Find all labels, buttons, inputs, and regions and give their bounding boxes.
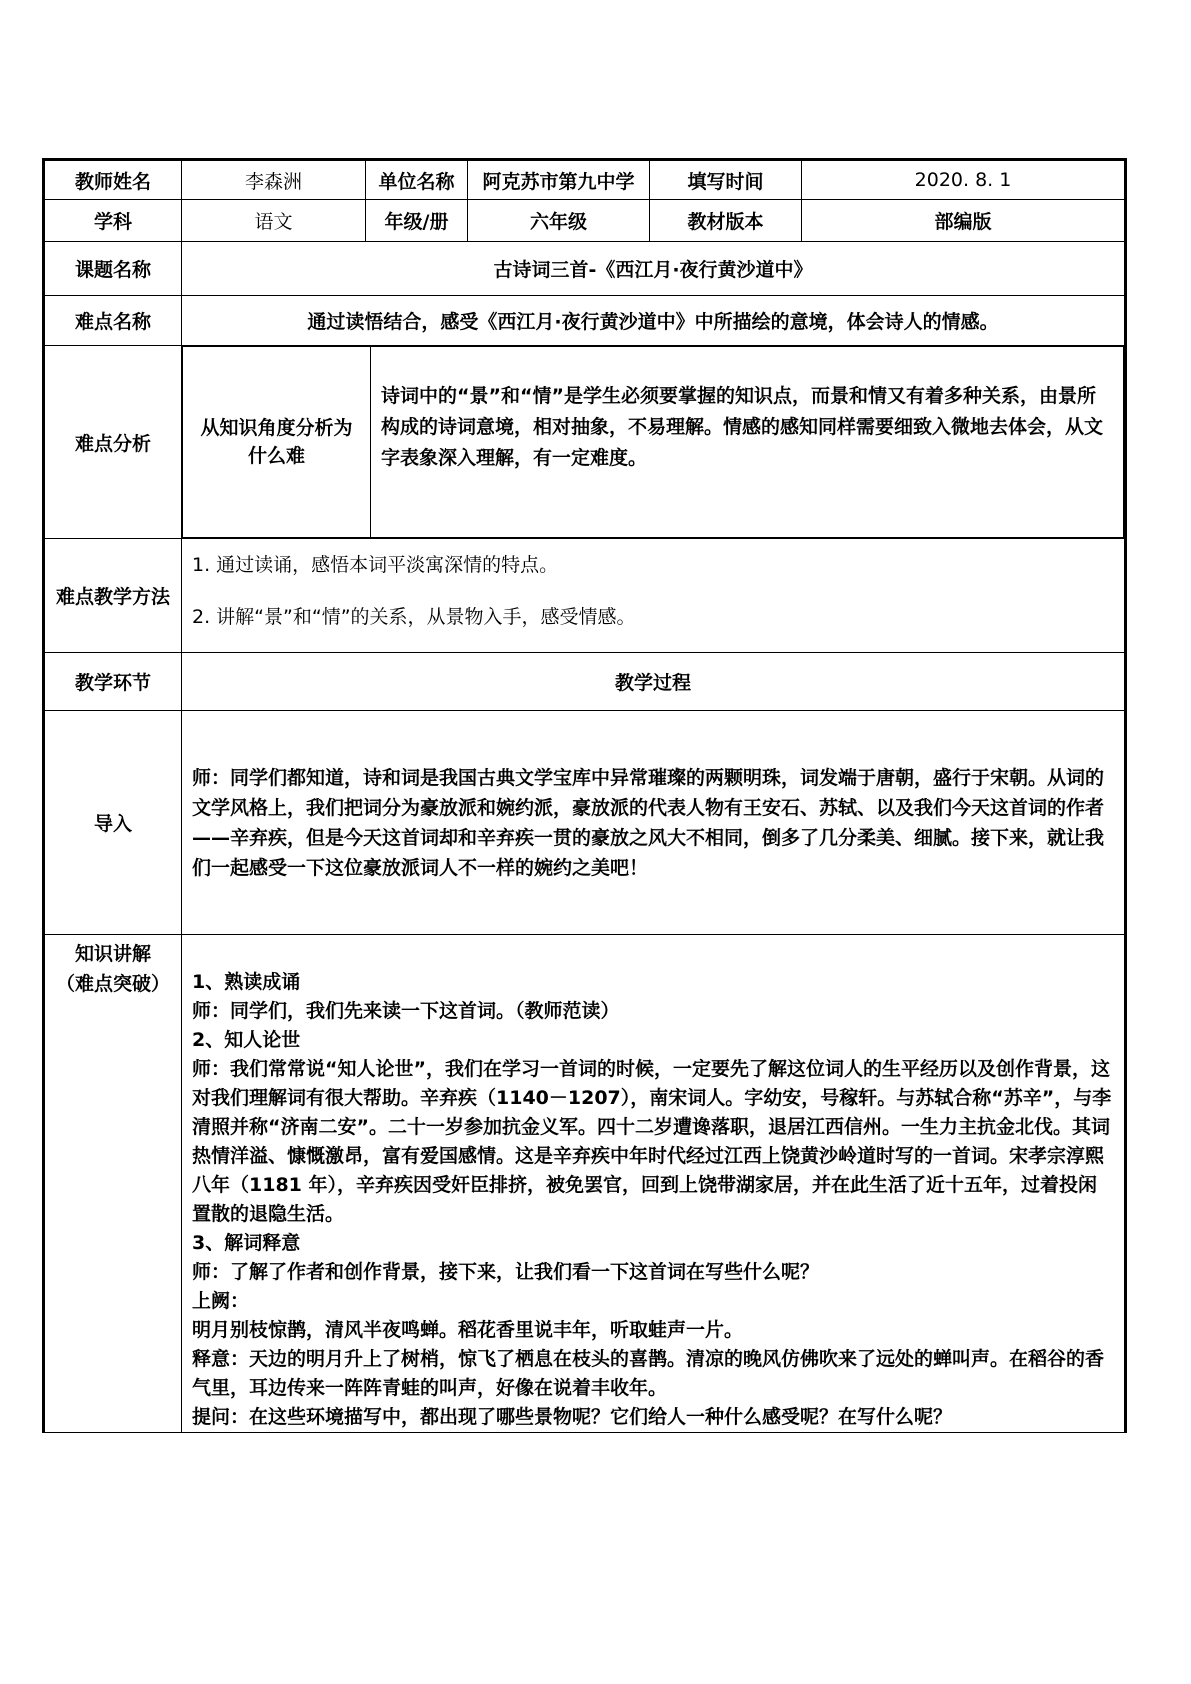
knowledge-content <box>182 935 1126 1433</box>
lesson-plan-table <box>42 158 1127 1433</box>
knowledge-label-line1: 知识讲解 <box>74 943 151 965</box>
knowledge-line: 师：了解了作者和创作背景，接下来，让我们看一下这首词在写些什么呢？ <box>192 1261 820 1283</box>
date-label: 填写时间 <box>650 160 802 200</box>
knowledge-label-line2: （难点突破） <box>55 973 170 995</box>
header-row-1 <box>44 160 1126 200</box>
difficulty-label: 难点名称 <box>44 296 182 346</box>
subject-value: 语文 <box>182 200 366 242</box>
analysis-label: 难点分析 <box>44 346 182 539</box>
unit-label: 单位名称 <box>366 160 468 200</box>
teacher-label: 教师姓名 <box>44 160 182 200</box>
knowledge-line: 提问：在这些环境描写中，都出现了哪些景物呢？它们给人一种什么感受呢？在写什么呢？ <box>192 1406 953 1428</box>
method-item-1: 1. 通过读诵，感悟本词平淡寓深情的特点。 <box>192 554 559 576</box>
knowledge-label-cell <box>44 935 182 1433</box>
edition-value: 部编版 <box>802 200 1126 242</box>
analysis-row <box>44 346 1126 539</box>
grade-label: 年级/册 <box>366 200 468 242</box>
knowledge-line: 师：我们常常说“知人论世”，我们在学习一首词的时候，一定要先了解这位词人的生平经历以及创作背景，这对我们理解词有很大帮助。辛弃疾（1140－1207），南宋词人。字幼安，号稼轩。与苏轼合称“苏辛”，与李清照并称“济南二安”。二十一岁参加抗金义军。四十二岁遭谗落职，退居江西信州。一生力主抗金北伐。其词热情洋溢、慷慨激昂，富有爱国感情。这是辛弃疾中年时代经过江西上饶黄沙岭道时写的一首词。宋孝宗淳熙八年（1181 年），辛弃疾因受奸臣排挤，被免罢官，回到上饶带湖家居，并在此生活了近十五年，过着投闲置散的退隐生活。 <box>192 1058 1112 1225</box>
topic-value: 古诗词三首-《西江月·夜行黄沙道中》 <box>182 242 1126 296</box>
header-row-2 <box>44 200 1126 242</box>
method-item-2: 2. 讲解“景”和“情”的关系，从景物入手，感受情感。 <box>192 606 636 628</box>
difficulty-value: 通过读悟结合，感受《西江月·夜行黄沙道中》中所描绘的意境，体会诗人的情感。 <box>182 296 1126 346</box>
method-content <box>182 539 1126 653</box>
date-value: 2020. 8. 1 <box>802 160 1126 200</box>
knowledge-line: 1、熟读成诵 <box>192 971 301 993</box>
knowledge-line: 2、知人论世 <box>192 1029 301 1051</box>
process-header: 教学过程 <box>182 653 1126 711</box>
method-row <box>44 539 1126 653</box>
difficulty-row <box>44 296 1126 346</box>
subject-label: 学科 <box>44 200 182 242</box>
analysis-content <box>182 346 1126 539</box>
knowledge-row <box>44 935 1126 1433</box>
process-header-row <box>44 653 1126 711</box>
grade-value: 六年级 <box>468 200 650 242</box>
unit-value: 阿克苏市第九中学 <box>468 160 650 200</box>
intro-text: 师：同学们都知道，诗和词是我国古典文学宝库中异常璀璨的两颗明珠，词发端于唐朝，盛行于宋朝。从词的文学风格上，我们把词分为豪放派和婉约派，豪放派的代表人物有王安石、苏轼、以及我们今天这首词的作者——辛弃疾，但是今天这首词却和辛弃疾一贯的豪放之风大不相同，倒多了几分柔美、细腻。接下来，就让我们一起感受一下这位豪放派词人不一样的婉约之美吧！ <box>192 766 1105 879</box>
topic-row <box>44 242 1126 296</box>
intro-label: 导入 <box>44 711 182 935</box>
stage-header: 教学环节 <box>44 653 182 711</box>
knowledge-line: 释意：天边的明月升上了树梢，惊飞了栖息在枝头的喜鹊。清凉的晚风仿佛吹来了远处的蝉叫声。在稻谷的香气里，耳边传来一阵阵青蛙的叫声，好像在说着丰收年。 <box>192 1348 1105 1399</box>
teacher-value: 李森洲 <box>182 160 366 200</box>
topic-label: 课题名称 <box>44 242 182 296</box>
analysis-sub-label: 从知识角度分析为什么难 <box>183 347 371 538</box>
intro-row <box>44 711 1126 935</box>
knowledge-line: 师：同学们，我们先来读一下这首词。（教师范读） <box>192 1000 620 1022</box>
intro-content <box>182 711 1126 935</box>
method-label: 难点教学方法 <box>44 539 182 653</box>
analysis-text: 诗词中的“景”和“情”是学生必须要掌握的知识点，而景和情又有着多种关系，由景所构成的诗词意境，相对抽象，不易理解。情感的感知同样需要细致入微地去体会，从文字表象深入理解，有一定难度。 <box>371 347 1124 538</box>
knowledge-line: 明月别枝惊鹊，清风半夜鸣蝉。稻花香里说丰年，听取蛙声一片。 <box>192 1319 744 1341</box>
knowledge-line: 上阙： <box>192 1290 250 1312</box>
edition-label: 教材版本 <box>650 200 802 242</box>
analysis-inner-table <box>182 346 1124 538</box>
knowledge-line: 3、解词释意 <box>192 1232 301 1254</box>
